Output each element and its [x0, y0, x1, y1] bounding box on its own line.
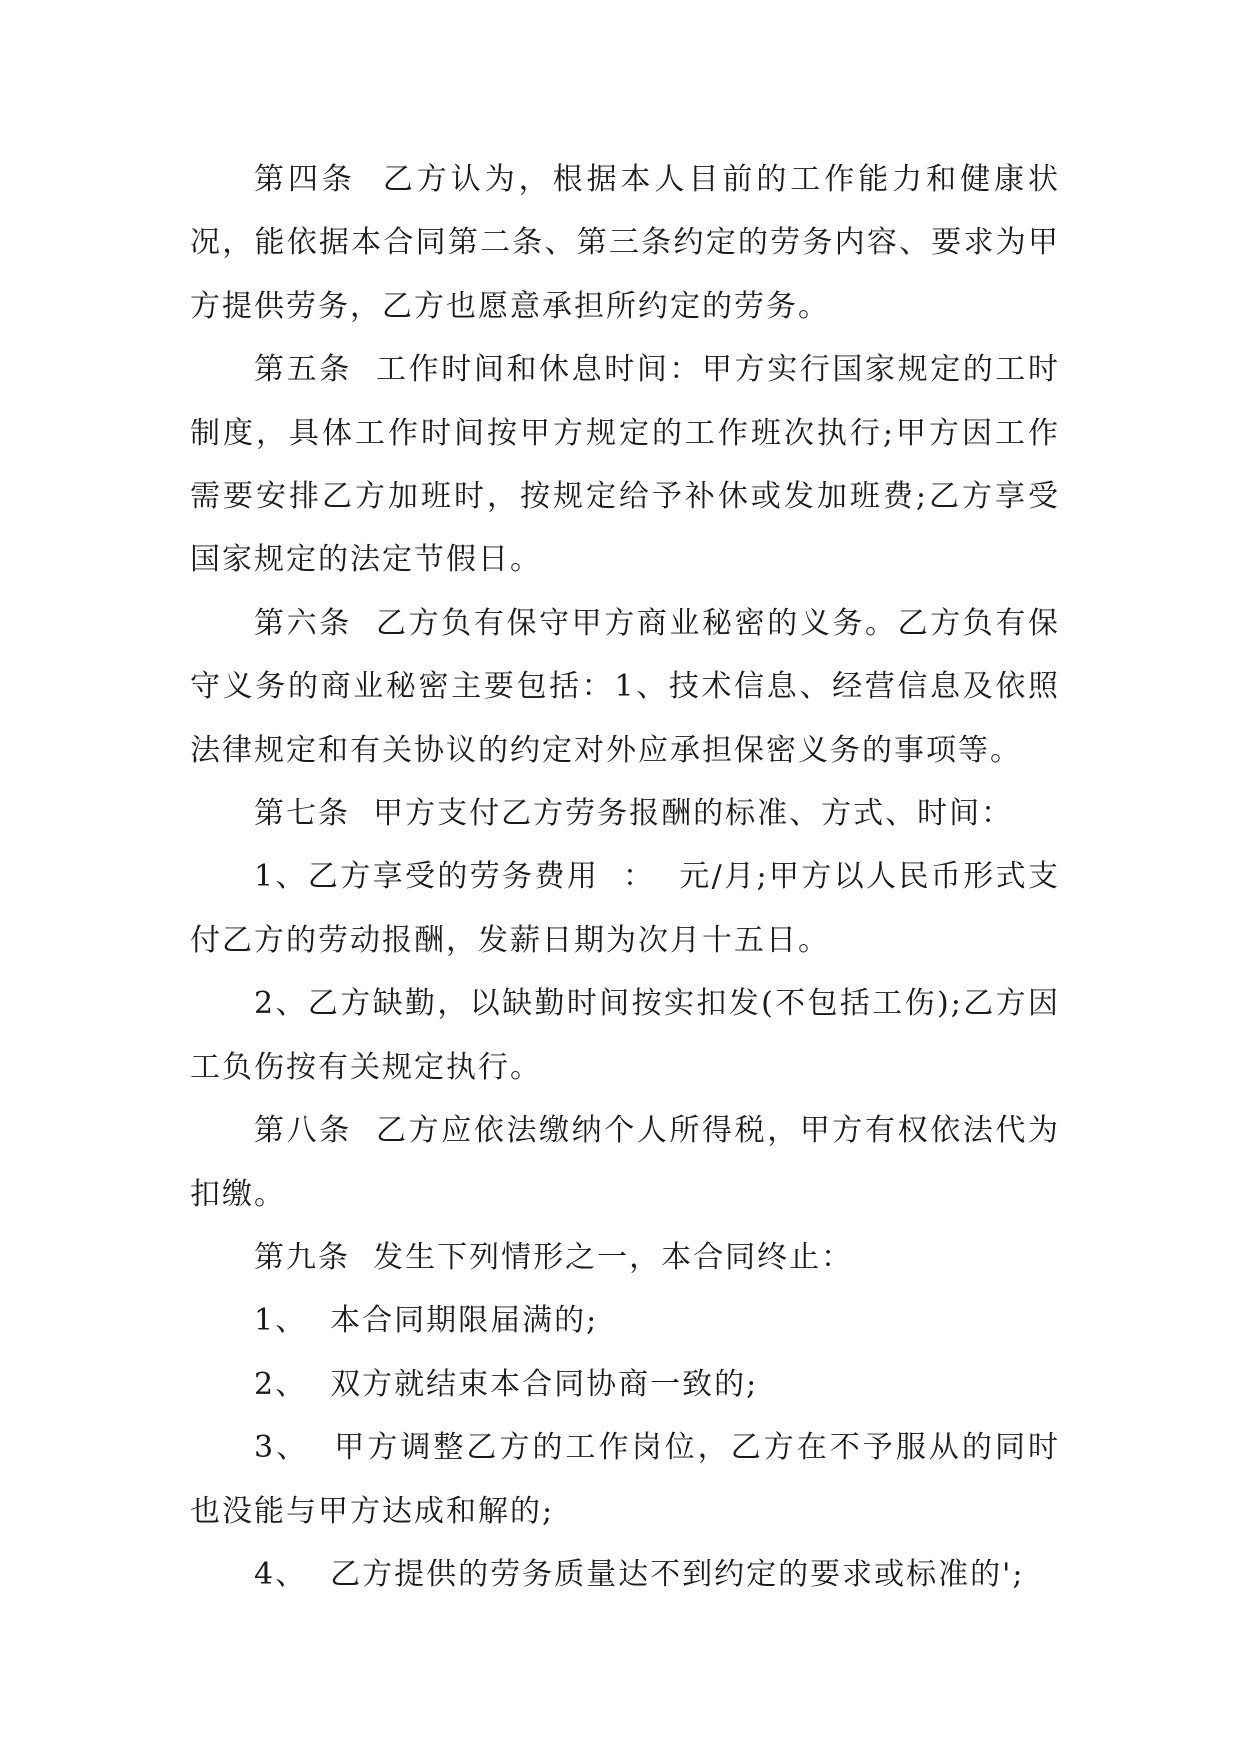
clause-7-heading: 第七条 甲方支付乙方劳务报酬的标准、方式、时间：: [254, 796, 1014, 832]
clause-9-item-3: 3、 甲方调整乙方的工作岗位，乙方在不予服从的同时也没能与甲方达成和解的;: [190, 1430, 1060, 1529]
clause-7-item-2: 2、乙方缺勤，以缺勤时间按实扣发(不包括工伤);乙方因工负伤按有关规定执行。: [190, 986, 1060, 1085]
clause-4: 第四条 乙方认为，根据本人目前的工作能力和健康状况，能依据本合同第二条、第三条约定的劳务内容、要求为甲方提供劳务，乙方也愿意承担所约定的劳务。: [190, 162, 1060, 324]
clause-9-item-4: 4、 乙方提供的劳务质量达不到约定的要求或标准的';: [254, 1556, 1025, 1592]
clause-7-item-1: 1、乙方享受的劳务费用 ： 元/月;甲方以人民币形式支付乙方的劳动报酬，发薪日期为次月十五日。: [190, 859, 1060, 958]
clause-5: 第五条 工作时间和休息时间：甲方实行国家规定的工时制度，具体工作时间按甲方规定的工作班次执行;甲方因工作需要安排乙方加班时，按规定给予补休或发加班费;乙方享受国家规定的法定节假日。: [190, 352, 1060, 578]
clause-9-item-1: 1、 本合同期限届满的;: [254, 1303, 599, 1339]
document-body: [190, 148, 1060, 1606]
clause-6: 第六条 乙方负有保守甲方商业秘密的义务。乙方负有保守义务的商业秘密主要包括：1、技术信息、经营信息及依照法律规定和有关协议的约定对外应承担保密义务的事项等。: [190, 605, 1060, 768]
clause-8: 第八条 乙方应依法缴纳个人所得税，甲方有权依法代为扣缴。: [190, 1113, 1060, 1212]
clause-9-item-2: 2、 双方就结束本合同协商一致的;: [254, 1366, 759, 1402]
clause-9-heading: 第九条 发生下列情形之一，本合同终止：: [254, 1239, 854, 1275]
